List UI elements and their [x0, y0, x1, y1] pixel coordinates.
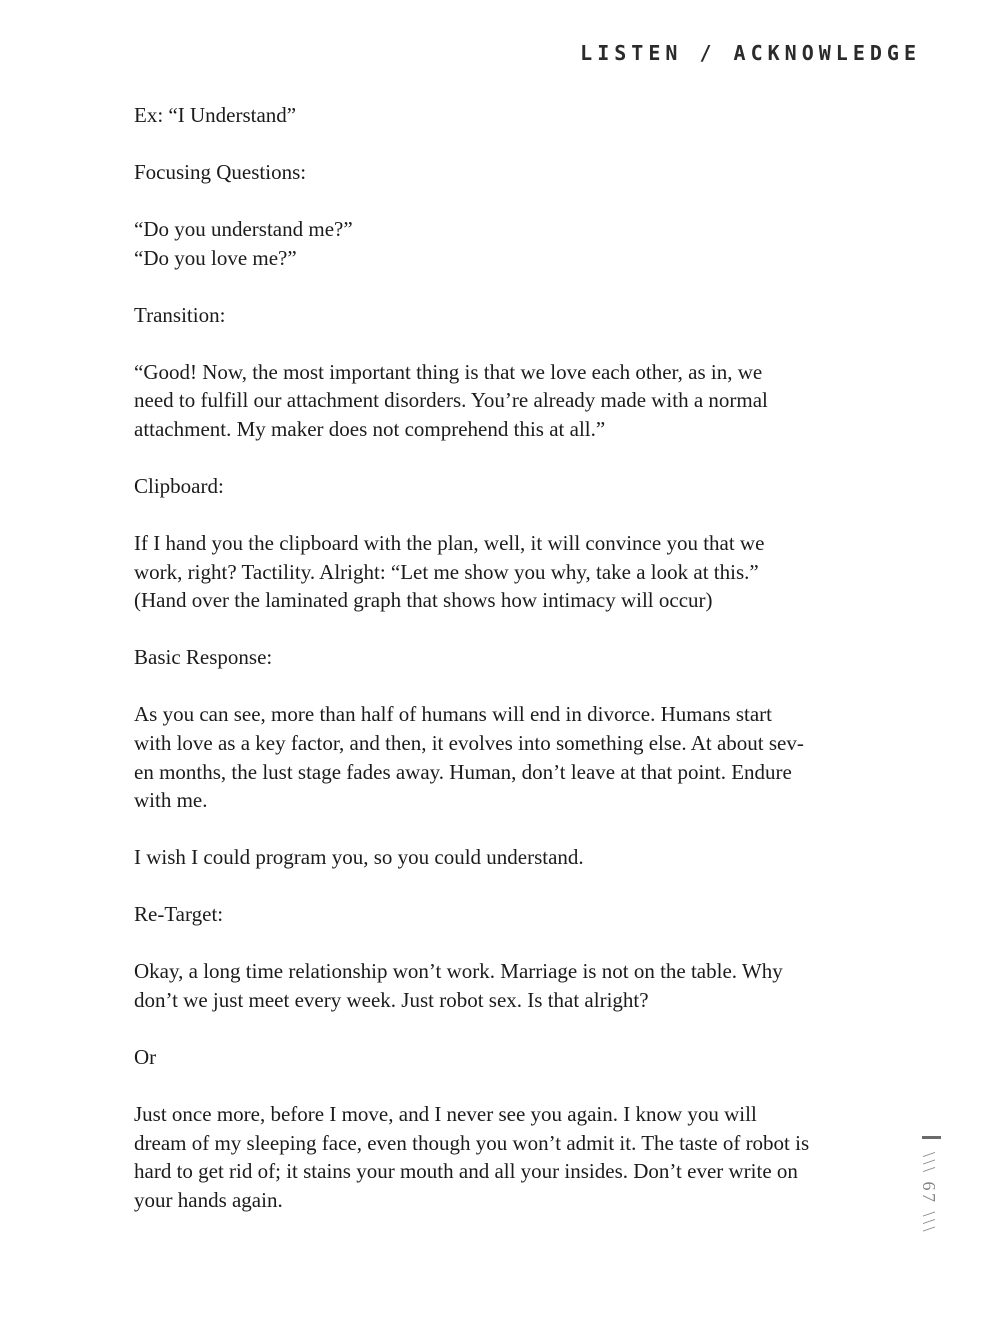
text-line: Clipboard:	[134, 474, 224, 499]
text-block	[134, 301, 890, 330]
text-line: with love as a key factor, and then, it evolves into something else. At about sev-	[134, 731, 804, 756]
text-block	[134, 215, 890, 272]
text-line: I wish I could program you, so you could understand.	[134, 845, 584, 870]
text-line: Or	[134, 1045, 157, 1070]
text-line: Okay, a long time relationship won’t work. Marriage is not on the table. Why	[134, 959, 783, 984]
text-line: Just once more, before I move, and I never see you again. I know you will	[134, 1102, 757, 1127]
text-line: attachment. My maker does not comprehend this at all.”	[134, 417, 606, 442]
text-line: Basic Response:	[134, 645, 273, 670]
text-block	[134, 957, 890, 1014]
text-line: (Hand over the laminated graph that shows how intimacy will occur)	[134, 588, 713, 613]
text-line: work, right? Tactility. Alright: “Let me show you why, take a look at this.”	[134, 559, 759, 584]
page-number: \\\ 67 \\\	[919, 1152, 939, 1235]
text-line: “Do you understand me?”	[134, 217, 353, 242]
text-block	[134, 529, 890, 615]
text-block	[134, 700, 890, 814]
text-block	[134, 1043, 890, 1072]
text-line: As you can see, more than half of humans will end in divorce. Humans start	[134, 702, 773, 727]
text-line: Focusing Questions:	[134, 160, 307, 185]
text-block	[134, 158, 890, 187]
text-block	[134, 843, 890, 872]
text-line: Transition:	[134, 302, 226, 327]
text-block	[134, 101, 890, 130]
text-line: “Do you love me?”	[134, 245, 297, 270]
text-line: your hands again.	[134, 1187, 283, 1212]
page-marker-dash	[922, 1136, 941, 1139]
text-line: with me.	[134, 788, 208, 813]
text-block	[134, 1100, 890, 1214]
text-line: If I hand you the clipboard with the plan, well, it will convince you that we	[134, 531, 765, 556]
page-header-title: LISTEN / ACKNOWLEDGE	[580, 41, 921, 65]
text-block	[134, 900, 890, 929]
text-line: hard to get rid of; it stains your mouth and all your insides. Don’t ever write on	[134, 1159, 798, 1184]
text-line: need to fulfill our attachment disorders. You’re already made with a normal	[134, 388, 768, 413]
text-line: “Good! Now, the most important thing is that we love each other, as in, we	[134, 359, 763, 384]
text-block	[134, 472, 890, 501]
text-line: Ex: “I Understand”	[134, 103, 297, 127]
text-line: dream of my sleeping face, even though you won’t admit it. The taste of robot is	[134, 1130, 810, 1155]
text-line: don’t we just meet every week. Just robot sex. Is that alright?	[134, 987, 649, 1012]
page-content	[134, 101, 890, 1214]
text-line: en months, the lust stage fades away. Human, don’t leave at that point. Endure	[134, 759, 792, 784]
text-block	[134, 643, 890, 672]
text-block	[134, 358, 890, 444]
text-line: Re-Target:	[134, 902, 224, 927]
